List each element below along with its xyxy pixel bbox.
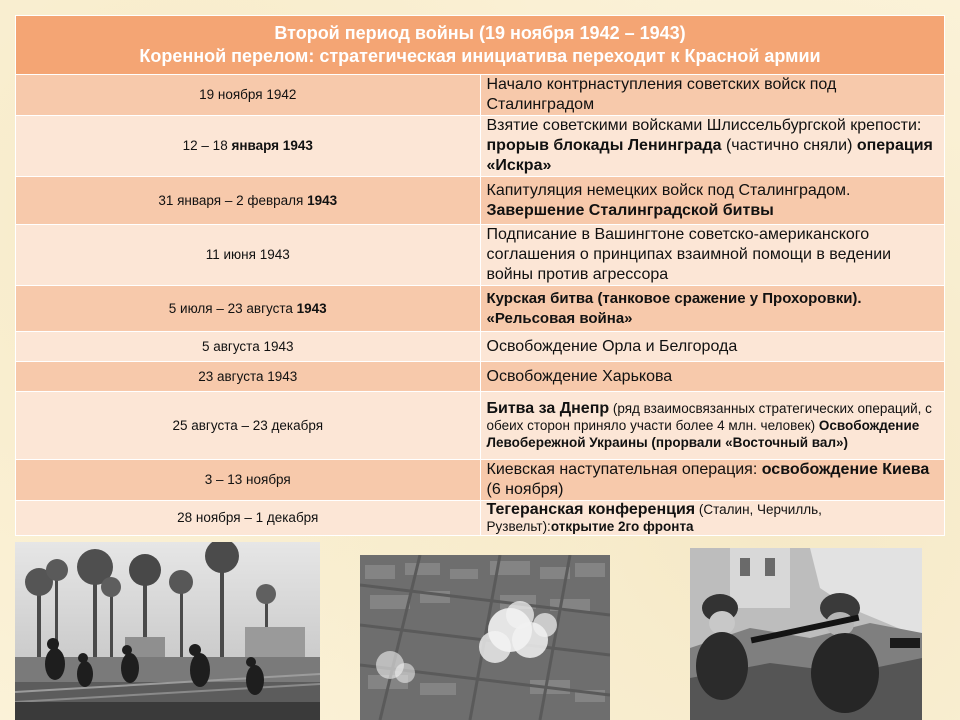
event-date: 25 августа – 23 декабря — [16, 392, 481, 460]
event-date-part: 1943 — [296, 300, 327, 316]
table-row — [16, 116, 945, 177]
event-description-part: освобождение Киева — [761, 461, 930, 478]
event-description-part: (ряд взаимосвязанных стратегических операций, с обеих сторон приняло участи более 4 млн. человек) — [486, 401, 932, 433]
burning-city-aerial-photo — [360, 555, 610, 720]
event-description — [480, 332, 945, 362]
event-description — [480, 75, 945, 116]
event-description-part: Освобождение Левобережной Украины (прорвали «Восточный вал») — [486, 418, 920, 450]
event-date: 19 ноября 1942 — [16, 75, 481, 116]
event-description — [480, 177, 945, 225]
event-description — [480, 392, 945, 460]
event-date — [16, 116, 481, 177]
table-header-cell — [16, 16, 945, 75]
event-description-part: Завершение Сталинградской битвы — [486, 201, 774, 219]
table-header-row — [16, 16, 945, 75]
event-date-part: 31 января – 2 февраля — [158, 192, 308, 208]
event-description — [480, 286, 945, 332]
event-date — [16, 286, 481, 332]
events-table — [15, 15, 945, 536]
event-date-part: января 1943 — [231, 138, 313, 153]
event-date — [16, 177, 481, 225]
table-row — [16, 177, 945, 225]
event-description — [480, 501, 945, 536]
event-description-part: Освобождение Харькова — [486, 367, 673, 385]
event-description — [480, 116, 945, 177]
table-row — [16, 332, 945, 362]
event-description-part: (частично сняли) — [721, 137, 857, 154]
event-description-part: Взятие советскими войсками Шлиссельбургской крепости: — [486, 117, 922, 134]
event-description-part: Начало контрнаступления советских войск под Сталинградом — [486, 76, 837, 113]
soldiers-with-machine-gun-photo — [690, 548, 922, 720]
event-description-part: прорыв блокады Ленинграда — [486, 137, 722, 154]
table-row — [16, 392, 945, 460]
event-description-part: Тегеранская конференция — [486, 501, 696, 518]
event-description — [480, 460, 945, 501]
table-row — [16, 75, 945, 116]
event-description-part: (Сталин, Черчилль, Рузвельт): — [486, 502, 822, 534]
table-row — [16, 362, 945, 392]
table-row — [16, 501, 945, 536]
event-description — [480, 362, 945, 392]
event-description-part: Курская битва (танковое сражение у Прохоровки). «Рельсовая война» — [486, 289, 862, 327]
event-date: 28 ноября – 1 декабря — [16, 501, 481, 536]
event-date-part: 12 – 18 — [182, 138, 232, 153]
table-row — [16, 286, 945, 332]
event-description-part: Освобождение Орла и Белгорода — [486, 337, 738, 355]
event-description-part: Киевская наступательная операция: — [486, 461, 762, 478]
soldiers-attack-photo — [15, 542, 320, 720]
event-description-part: (6 ноября) — [486, 481, 564, 498]
event-date: 5 августа 1943 — [16, 332, 481, 362]
event-description-part: Подписание в Вашингтоне советско-американского соглашения о принципах взаимной помощи в ведении войны против агрессора — [486, 226, 892, 283]
table-row — [16, 460, 945, 501]
event-description — [480, 225, 945, 286]
event-description-part: открытие 2го фронта — [550, 519, 694, 534]
event-description-part: Капитуляция немецких войск под Сталинградом. — [486, 181, 851, 199]
event-description-part: Битва за Днепр — [486, 400, 610, 417]
event-date: 3 – 13 ноября — [16, 460, 481, 501]
table-body — [16, 75, 945, 536]
event-date: 23 августа 1943 — [16, 362, 481, 392]
event-date-part: 1943 — [307, 192, 338, 208]
event-description-part: операция «Искра» — [486, 137, 933, 174]
header-subtitle: Коренной перелом: стратегическая инициатива переходит к Красной армии — [139, 46, 821, 66]
event-date: 11 июня 1943 — [16, 225, 481, 286]
header-title: Второй период войны (19 ноября 1942 – 1943) — [274, 23, 686, 43]
table-row — [16, 225, 945, 286]
event-date-part: 5 июля – 23 августа — [168, 300, 297, 316]
